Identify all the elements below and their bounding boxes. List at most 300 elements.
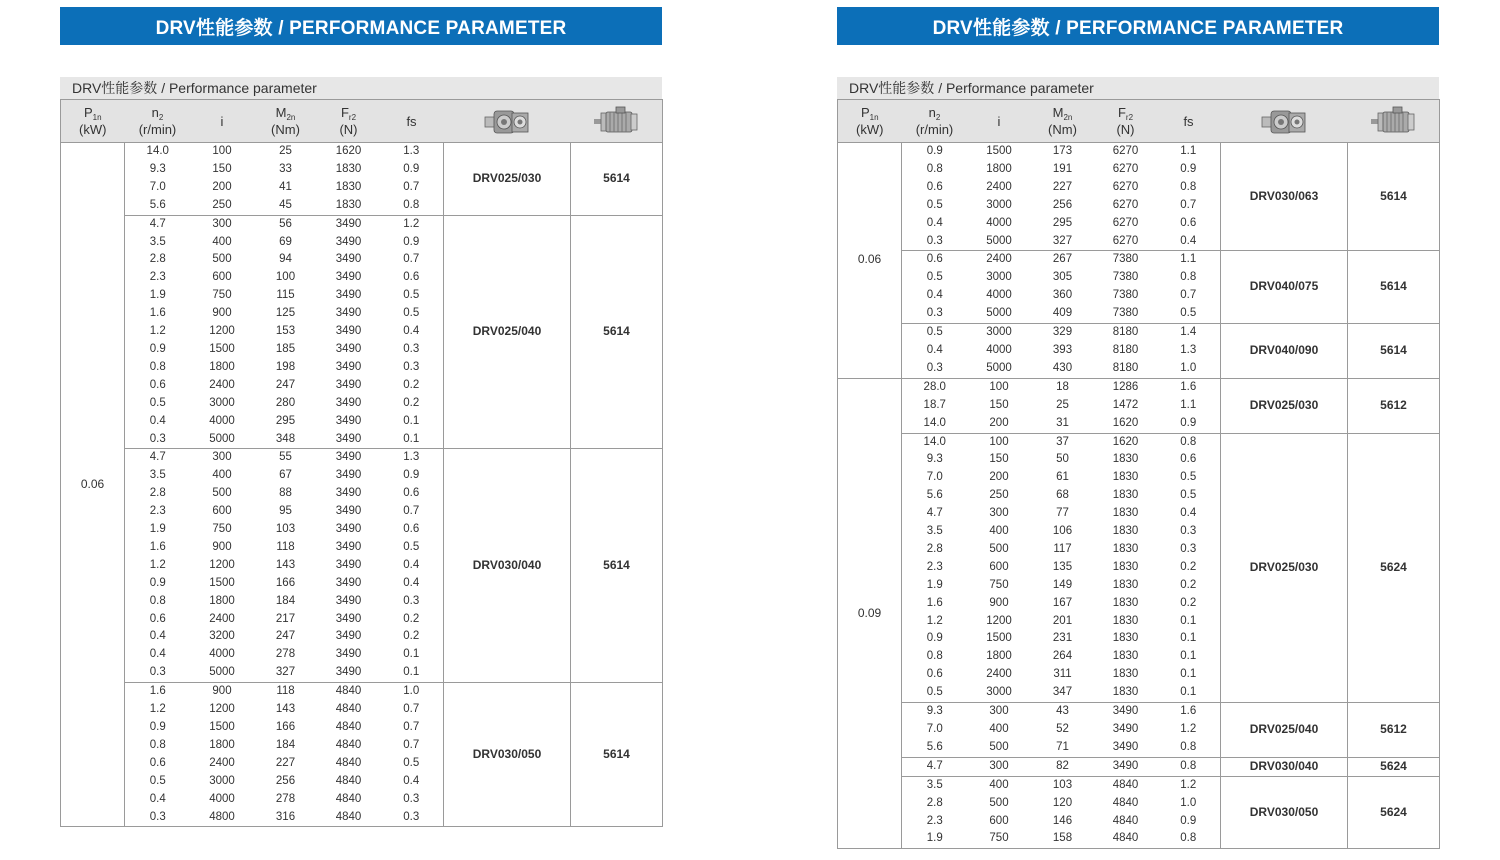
speed-header: [125, 100, 191, 143]
radial-load-value: 3490: [335, 325, 362, 338]
speed-value: 1500: [209, 576, 235, 589]
table-row: [838, 324, 1440, 342]
service-factor-value: 0.6: [403, 487, 420, 500]
torque-value: 143: [275, 558, 296, 571]
torque-value: 231: [1052, 632, 1073, 645]
torque-value: 227: [275, 756, 296, 769]
speed-value: 900: [989, 596, 1009, 609]
service-factor-value: 0.9: [1157, 415, 1221, 433]
torque-value: 166: [275, 721, 296, 733]
radial-load-value: 1830: [1112, 668, 1139, 681]
torque-value: 103: [275, 523, 296, 536]
header-symbol: P: [860, 105, 870, 120]
service-factor-value: 0.2: [403, 396, 420, 409]
service-factor-value: 1.3: [1180, 343, 1197, 356]
radial-load-value: 1830: [1112, 489, 1139, 502]
header-symbol: M: [1052, 105, 1064, 120]
speed-value: 750: [212, 289, 232, 302]
radial-load-value: 1830: [1112, 614, 1139, 627]
torque-value: 52: [1056, 723, 1069, 735]
left-panel: [60, 7, 662, 827]
torque-value: 106: [1052, 525, 1073, 538]
torque-value: 184: [275, 594, 296, 607]
table-row: [61, 143, 663, 161]
service-factor-value: 0.5: [403, 307, 420, 320]
radial-load-value: 3490: [335, 648, 362, 661]
table-row: [61, 683, 663, 701]
service-factor-value: 0.7: [403, 738, 420, 751]
service-factor-value: 0.6: [403, 523, 420, 536]
header-symbol: i: [220, 113, 224, 129]
speed-value: 4000: [209, 414, 235, 427]
speed-value: 900: [212, 540, 232, 553]
torque-value: 118: [276, 540, 295, 553]
speed-value: 1800: [209, 360, 235, 373]
ratio-value: 2.3: [149, 505, 166, 518]
motor-frame: 5612: [1348, 703, 1440, 758]
torque-value: 120: [1052, 796, 1073, 809]
gearbox-model: DRV025/030: [1221, 378, 1348, 433]
table-row: [61, 449, 663, 467]
speed-value: 100: [212, 145, 232, 157]
torque-value: 217: [275, 612, 296, 625]
radial-load-value: 4840: [1095, 830, 1157, 848]
torque-value: 227: [1052, 180, 1073, 193]
header-unit: (N): [1116, 122, 1135, 137]
radial-load-value: 3490: [335, 396, 362, 409]
speed-value: 1500: [209, 342, 235, 355]
ratio-value: 9.3: [926, 705, 943, 718]
ratio-value: 0.3: [125, 431, 191, 449]
header-row: [838, 100, 1440, 143]
radial-load-value: 6270: [1112, 216, 1139, 229]
service-factor-value: 0.1: [1180, 668, 1197, 681]
motor-frame: 5614: [571, 215, 663, 449]
torque-value: 118: [276, 685, 295, 698]
radial-load-value: 4840: [335, 721, 362, 733]
torque-value: 37: [1056, 435, 1069, 448]
service-factor-value: 0.2: [1180, 578, 1197, 591]
motor-frame: 5624: [1348, 757, 1440, 776]
service-factor-value: 1.2: [403, 217, 420, 230]
radial-load-value: 8180: [1095, 360, 1157, 378]
worm-gearbox-icon: [1259, 105, 1309, 137]
gearbox-model: DRV030/040: [444, 449, 571, 683]
speed-value: 1500: [986, 632, 1012, 645]
ratio-header: [191, 100, 254, 143]
radial-load-value: 3490: [335, 612, 362, 625]
service-factor-value: 0.5: [403, 540, 420, 553]
speed-value: 2400: [986, 668, 1012, 681]
torque-value: 31: [1031, 415, 1095, 433]
torque-value: 61: [1056, 471, 1069, 484]
torque-value: 68: [1056, 489, 1069, 502]
radial-load-header: [318, 100, 380, 143]
service-factor-value: 0.4: [1157, 233, 1221, 251]
speed-value: 1800: [209, 738, 235, 751]
speed-value: 4000: [986, 289, 1012, 302]
speed-value: 4000: [209, 648, 235, 661]
table-row: [838, 703, 1440, 721]
service-factor-value: 0.8: [1180, 180, 1197, 193]
motor-frame: 5614: [1348, 143, 1440, 251]
speed-value: 500: [968, 739, 1031, 757]
speed-value: 250: [989, 489, 1009, 502]
speed-value: 1800: [986, 162, 1012, 175]
radial-load-value: 3490: [335, 523, 362, 536]
ratio-value: 0.8: [149, 360, 166, 373]
service-factor-value: 0.4: [403, 774, 420, 787]
ratio-value: 2.8: [149, 253, 166, 266]
service-factor-value: 0.3: [403, 792, 420, 805]
speed-value: 400: [989, 778, 1009, 791]
ratio-value: 2.8: [926, 542, 943, 555]
speed-value: 600: [212, 505, 232, 518]
torque-value: 311: [1053, 668, 1072, 681]
radial-load-value: 3490: [335, 558, 362, 571]
ratio-value: 7.0: [926, 471, 943, 484]
ratio-value: 3.5: [926, 525, 943, 538]
ratio-value: 0.4: [149, 414, 166, 427]
speed-value: 150: [989, 398, 1009, 411]
speed-header: [902, 100, 968, 143]
header-subscript: 2n: [286, 113, 296, 122]
radial-load-value: 3490: [1095, 757, 1157, 776]
ratio-value: 0.4: [926, 289, 943, 302]
radial-load-value: 3490: [318, 664, 380, 682]
speed-value: 1500: [209, 721, 235, 733]
ratio-value: 0.5: [149, 396, 166, 409]
service-factor-value: 0.4: [403, 576, 420, 589]
ratio-value: 0.9: [149, 342, 166, 355]
radial-load-value: 7380: [1112, 271, 1139, 284]
torque-value: 55: [279, 451, 292, 464]
ratio-value: 2.3: [149, 271, 166, 284]
radial-load-value: 1830: [1112, 560, 1139, 573]
radial-load-value: 6270: [1112, 180, 1139, 193]
header-subscript: r2: [348, 113, 357, 122]
ratio-value: 0.8: [926, 162, 943, 175]
radial-load-value: 3490: [1112, 705, 1139, 718]
service-factor-value: 0.1: [403, 414, 420, 427]
speed-value: 100: [989, 380, 1009, 393]
torque-value: 198: [275, 360, 296, 373]
speed-value: 300: [212, 217, 232, 230]
header-symbol: F: [1117, 105, 1126, 120]
speed-value: 600: [212, 271, 232, 284]
speed-value: 5000: [968, 233, 1031, 251]
speed-value: 200: [989, 471, 1009, 484]
ratio-value: 7.0: [149, 180, 166, 193]
speed-value: 3000: [986, 198, 1012, 211]
header-symbol: fs: [1183, 113, 1194, 129]
service-factor-value: 1.6: [1180, 705, 1197, 718]
service-factor-value: 0.5: [403, 289, 420, 302]
service-factor-value: 0.9: [1180, 814, 1197, 827]
radial-load-value: 1830: [318, 197, 380, 215]
service-factor-value: 1.0: [1180, 796, 1197, 809]
service-factor-value: 0.8: [1180, 435, 1197, 448]
speed-value: 4800: [191, 809, 254, 827]
ratio-value: 9.3: [149, 162, 166, 175]
header-symbol: P: [83, 105, 93, 120]
speed-value: 750: [989, 578, 1009, 591]
torque-value: 278: [275, 792, 296, 805]
radial-load-value: 7380: [1112, 289, 1139, 302]
torque-value: 41: [279, 180, 292, 193]
ratio-value: 0.6: [149, 756, 166, 769]
header-unit: (Nm): [1048, 122, 1077, 137]
radial-load-value: 3490: [335, 487, 362, 500]
radial-load-value: 6270: [1095, 233, 1157, 251]
gearbox-model: DRV030/040: [1221, 757, 1348, 776]
speed-value: 3000: [209, 774, 235, 787]
ratio-value: 0.4: [926, 216, 943, 229]
ratio-value: 5.6: [125, 197, 191, 215]
ratio-value: 1.6: [149, 540, 166, 553]
service-factor-value: 0.9: [1180, 162, 1197, 175]
electric-motor-icon: [1369, 105, 1417, 137]
radial-load-value: 3490: [335, 451, 362, 464]
ratio-value: 7.0: [926, 723, 943, 735]
radial-load-value: 3490: [335, 253, 362, 266]
power-value: 0.06: [838, 143, 902, 379]
torque-value: 67: [279, 469, 292, 482]
service-factor-value: 0.5: [1180, 489, 1197, 502]
torque-value: 88: [279, 487, 292, 500]
speed-value: 4000: [209, 792, 235, 805]
radial-load-value: 1830: [1112, 632, 1139, 645]
power-header: [838, 100, 902, 143]
service-factor-value: 0.5: [1180, 471, 1197, 484]
torque-value: 71: [1031, 739, 1095, 757]
service-factor-value: 0.8: [1157, 830, 1221, 848]
speed-value: 2400: [209, 756, 235, 769]
ratio-value: 3.5: [149, 469, 166, 482]
speed-value: 900: [212, 307, 232, 320]
ratio-value: 1.2: [149, 558, 166, 571]
ratio-value: 1.2: [149, 703, 166, 716]
torque-value: 247: [275, 378, 296, 391]
header-unit: (kW): [856, 122, 884, 137]
torque-value: 184: [275, 738, 296, 751]
radial-load-value: 3490: [335, 469, 362, 482]
torque-value: 149: [1052, 578, 1073, 591]
torque-value: 77: [1056, 507, 1069, 520]
torque-value: 256: [275, 774, 296, 787]
header-row: [61, 100, 663, 143]
motor-icon-header: [1348, 100, 1440, 143]
service-factor-value: 0.4: [1180, 507, 1197, 520]
radial-load-value: 6270: [1112, 198, 1139, 211]
table-row: [838, 757, 1440, 776]
torque-value: 278: [275, 648, 296, 661]
radial-load-value: 1830: [1112, 507, 1139, 520]
service-factor-value: 0.7: [403, 721, 420, 733]
ratio-value: 2.8: [926, 796, 943, 809]
header-symbol: F: [340, 105, 349, 120]
radial-load-value: 1830: [1095, 684, 1157, 702]
torque-value: 153: [275, 325, 296, 338]
torque-value: 185: [275, 342, 296, 355]
torque-value: 95: [279, 505, 292, 518]
ratio-value: 3.5: [149, 235, 166, 248]
torque-value: 146: [1052, 814, 1073, 827]
radial-load-value: 7380: [1112, 253, 1139, 266]
radial-load-value: 4840: [335, 738, 362, 751]
speed-value: 3000: [986, 326, 1012, 339]
torque-value: 409: [1031, 305, 1095, 323]
ratio-value: 0.6: [926, 253, 943, 266]
radial-load-value: 8180: [1112, 326, 1139, 339]
motor-frame: 5614: [571, 683, 663, 827]
table-subtitle: DRV性能参数 / Performance parameter: [60, 77, 662, 99]
header-unit: (r/min): [915, 122, 954, 137]
service-factor-value: 0.3: [1180, 525, 1197, 538]
table-row: [838, 251, 1440, 269]
ratio-value: 0.6: [149, 378, 166, 391]
radial-load-value: 3490: [1112, 723, 1139, 735]
ratio-value: 18.7: [923, 398, 946, 411]
ratio-value: 1.6: [149, 685, 166, 698]
speed-value: 4000: [986, 216, 1012, 229]
table-row: [838, 776, 1440, 794]
service-factor-value: 1.1: [1180, 145, 1197, 157]
header-subscript: 2n: [1063, 113, 1073, 122]
service-factor-value: 0.8: [1157, 739, 1221, 757]
radial-load-value: 6270: [1112, 162, 1139, 175]
gearbox-model: DRV030/063: [1221, 143, 1348, 251]
ratio-value: 3.5: [926, 778, 943, 791]
speed-value: 5000: [191, 431, 254, 449]
ratio-value: 1.6: [149, 307, 166, 320]
radial-load-value: 3490: [335, 414, 362, 427]
gearbox-model: DRV025/040: [444, 215, 571, 449]
radial-load-value: 3490: [335, 576, 362, 589]
radial-load-value: 1472: [1112, 398, 1139, 411]
torque-value: 327: [254, 664, 318, 682]
radial-load-value: 8180: [1112, 343, 1139, 356]
torque-value: 201: [1052, 614, 1073, 627]
torque-header: [254, 100, 318, 143]
speed-value: 400: [212, 235, 232, 248]
radial-load-value: 7380: [1095, 305, 1157, 323]
speed-value: 4000: [986, 343, 1012, 356]
performance-table: [60, 99, 663, 827]
torque-value: 103: [1052, 778, 1073, 791]
ratio-value: 0.3: [902, 233, 968, 251]
torque-value: 295: [275, 414, 296, 427]
header-symbol: fs: [406, 113, 417, 129]
service-factor-value: 0.5: [1157, 305, 1221, 323]
ratio-value: 2.3: [926, 560, 943, 573]
torque-value: 173: [1052, 145, 1073, 157]
radial-load-value: 1620: [335, 145, 362, 157]
header-unit: (kW): [79, 122, 107, 137]
radial-load-value: 3490: [335, 594, 362, 607]
radial-load-value: 1620: [1095, 415, 1157, 433]
radial-load-value: 3490: [1095, 739, 1157, 757]
ratio-value: 14.0: [146, 145, 169, 157]
torque-header: [1031, 100, 1095, 143]
speed-value: 750: [968, 830, 1031, 848]
ratio-value: 0.9: [149, 721, 166, 733]
torque-value: 69: [279, 235, 292, 248]
motor-frame: 5614: [1348, 324, 1440, 379]
speed-value: 600: [989, 814, 1009, 827]
torque-value: 115: [276, 289, 295, 302]
torque-value: 430: [1031, 360, 1095, 378]
service-factor-value: 0.1: [1180, 650, 1197, 663]
radial-load-value: 3490: [335, 360, 362, 373]
torque-value: 25: [1056, 398, 1069, 411]
radial-load-value: 3490: [335, 307, 362, 320]
service-factor-value: 0.6: [403, 271, 420, 284]
speed-value: 400: [989, 723, 1009, 735]
speed-value: 150: [212, 162, 232, 175]
speed-value: 1200: [986, 614, 1012, 627]
service-factor-value: 0.8: [380, 197, 444, 215]
speed-value: 500: [989, 542, 1009, 555]
gearbox-model: DRV040/090: [1221, 324, 1348, 379]
speed-value: 750: [212, 523, 232, 536]
ratio-value: 0.6: [149, 612, 166, 625]
torque-value: 143: [275, 703, 296, 716]
ratio-value: 0.4: [149, 630, 166, 643]
torque-value: 393: [1052, 343, 1073, 356]
radial-load-value: 3490: [335, 235, 362, 248]
service-factor-value: 1.1: [1180, 253, 1197, 266]
motor-frame: 5624: [1348, 433, 1440, 703]
header-subscript: 1n: [869, 113, 879, 122]
speed-value: 3000: [209, 396, 235, 409]
speed-value: 500: [989, 796, 1009, 809]
torque-value: 125: [275, 307, 296, 320]
section-banner: DRV性能参数 / PERFORMANCE PARAMETER: [60, 7, 662, 45]
ratio-value: 1.9: [149, 289, 166, 302]
electric-motor-icon: [592, 105, 640, 137]
service-factor-value: 1.4: [1180, 326, 1197, 339]
speed-value: 2400: [986, 253, 1012, 266]
ratio-value: 0.8: [926, 650, 943, 663]
torque-value: 329: [1052, 326, 1073, 339]
service-factor-value: 0.3: [403, 360, 420, 373]
service-factor-value: 0.3: [403, 594, 420, 607]
radial-load-value: 4840: [318, 809, 380, 827]
service-factor-value: 0.2: [1180, 596, 1197, 609]
ratio-value: 1.9: [926, 578, 943, 591]
radial-load-value: 3490: [335, 505, 362, 518]
radial-load-value: 4840: [335, 792, 362, 805]
gearbox-model: DRV025/030: [1221, 433, 1348, 703]
service-factor-value: 1.3: [403, 145, 420, 157]
motor-icon-header: [571, 100, 663, 143]
torque-value: 82: [1031, 757, 1095, 776]
speed-value: 1800: [209, 594, 235, 607]
power-value: 0.09: [838, 378, 902, 849]
ratio-value: 2.8: [149, 487, 166, 500]
gearbox-model: DRV030/050: [444, 683, 571, 827]
power-value: 0.06: [61, 143, 125, 827]
service-factor-value: 1.2: [1180, 778, 1197, 791]
ratio-value: 0.5: [926, 271, 943, 284]
service-factor-value: 0.1: [403, 648, 420, 661]
ratio-value: 0.6: [926, 180, 943, 193]
torque-value: 33: [279, 162, 292, 175]
table-subtitle: DRV性能参数 / Performance parameter: [837, 77, 1439, 99]
speed-value: 2400: [209, 612, 235, 625]
ratio-value: 0.9: [926, 145, 943, 157]
